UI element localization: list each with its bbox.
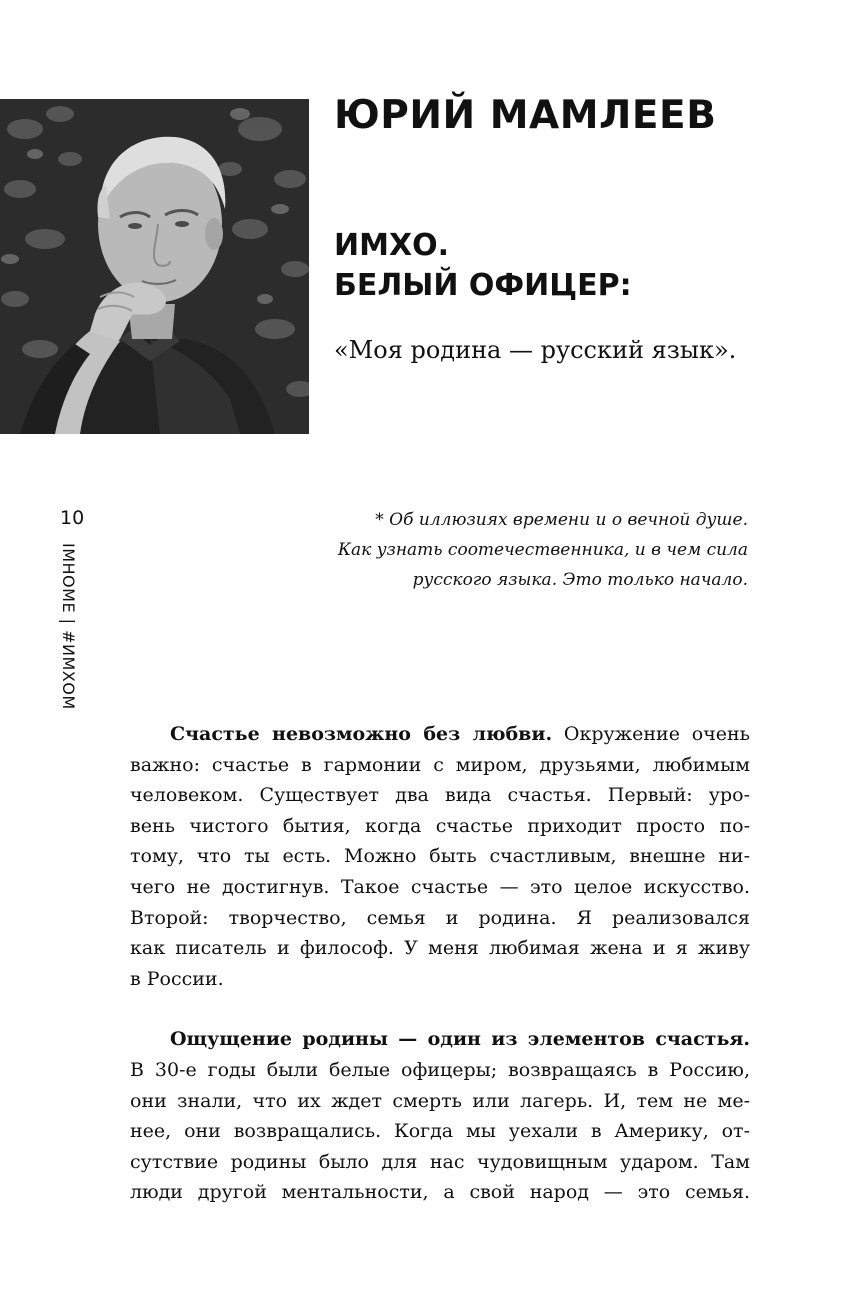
lead-line: * Об иллюзиях времени и о вечной душе. [375,510,748,530]
body-line: как писатель и философ. У меня любимая жена и я живу [130,937,750,960]
body-paragraph-1 [130,719,750,994]
lead-line: русского языка. Это только начало. [412,570,748,590]
body-line [130,1024,750,1055]
body-line: человеком. Существует два вида счастья. Первый: уро- [130,784,750,807]
paragraph-lead-bold: Счастье невозможно без любви. [170,723,553,745]
author-photo [0,99,309,434]
body-line: нее, они возвращались. Когда мы уехали в Америку, от- [130,1120,750,1143]
body-line: Второй: творчество, семья и родина. Я реализовался [130,906,750,929]
body-line: они знали, что их ждет смерть или лагерь. И, тем не ме- [130,1089,750,1112]
lead-line: Как узнать соотечественника, и в чем сила [337,540,748,560]
author-portrait-photo-icon [0,99,309,434]
body-line: вень чистого бытия, когда счастье приходит просто по- [130,814,750,837]
running-title: IMHOME | #ИМХОМ [59,543,78,710]
body-line: чего не достигнув. Такое счастье — это целое искусство. [130,875,750,898]
body-line [130,719,750,750]
body-paragraph-2 [130,1024,750,1208]
body-line: люди другой ментальности, а свой народ — это семья. [130,1181,750,1204]
article-body [130,719,750,1208]
body-line: в России. [130,967,224,990]
author-name: ЮРИЙ МАМЛЕЕВ [334,93,717,138]
article-quote: «Моя родина — русский язык». [334,336,737,364]
body-line-text: Окружение очень [552,723,751,745]
article-title-line-2: БЕЛЫЙ ОФИЦЕР: [334,268,632,303]
body-line: тому, что ты есть. Можно быть счастливым, внешне ни- [130,845,750,868]
body-line: сутствие родины было для нас чудовищным ударом. Там [130,1150,750,1173]
body-line: важно: счастье в гармонии с миром, друзьями, любимым [130,753,750,776]
lead-paragraph [288,505,748,595]
page-number: 10 [60,507,85,529]
paragraph-lead-bold: Ощущение родины — один из элементов счастья. [170,1028,750,1051]
article-title [334,226,632,306]
body-line: В 30-е годы были белые офицеры; возвращаясь в Россию, [130,1058,750,1081]
article-title-line-1: ИМХО. [334,228,449,263]
